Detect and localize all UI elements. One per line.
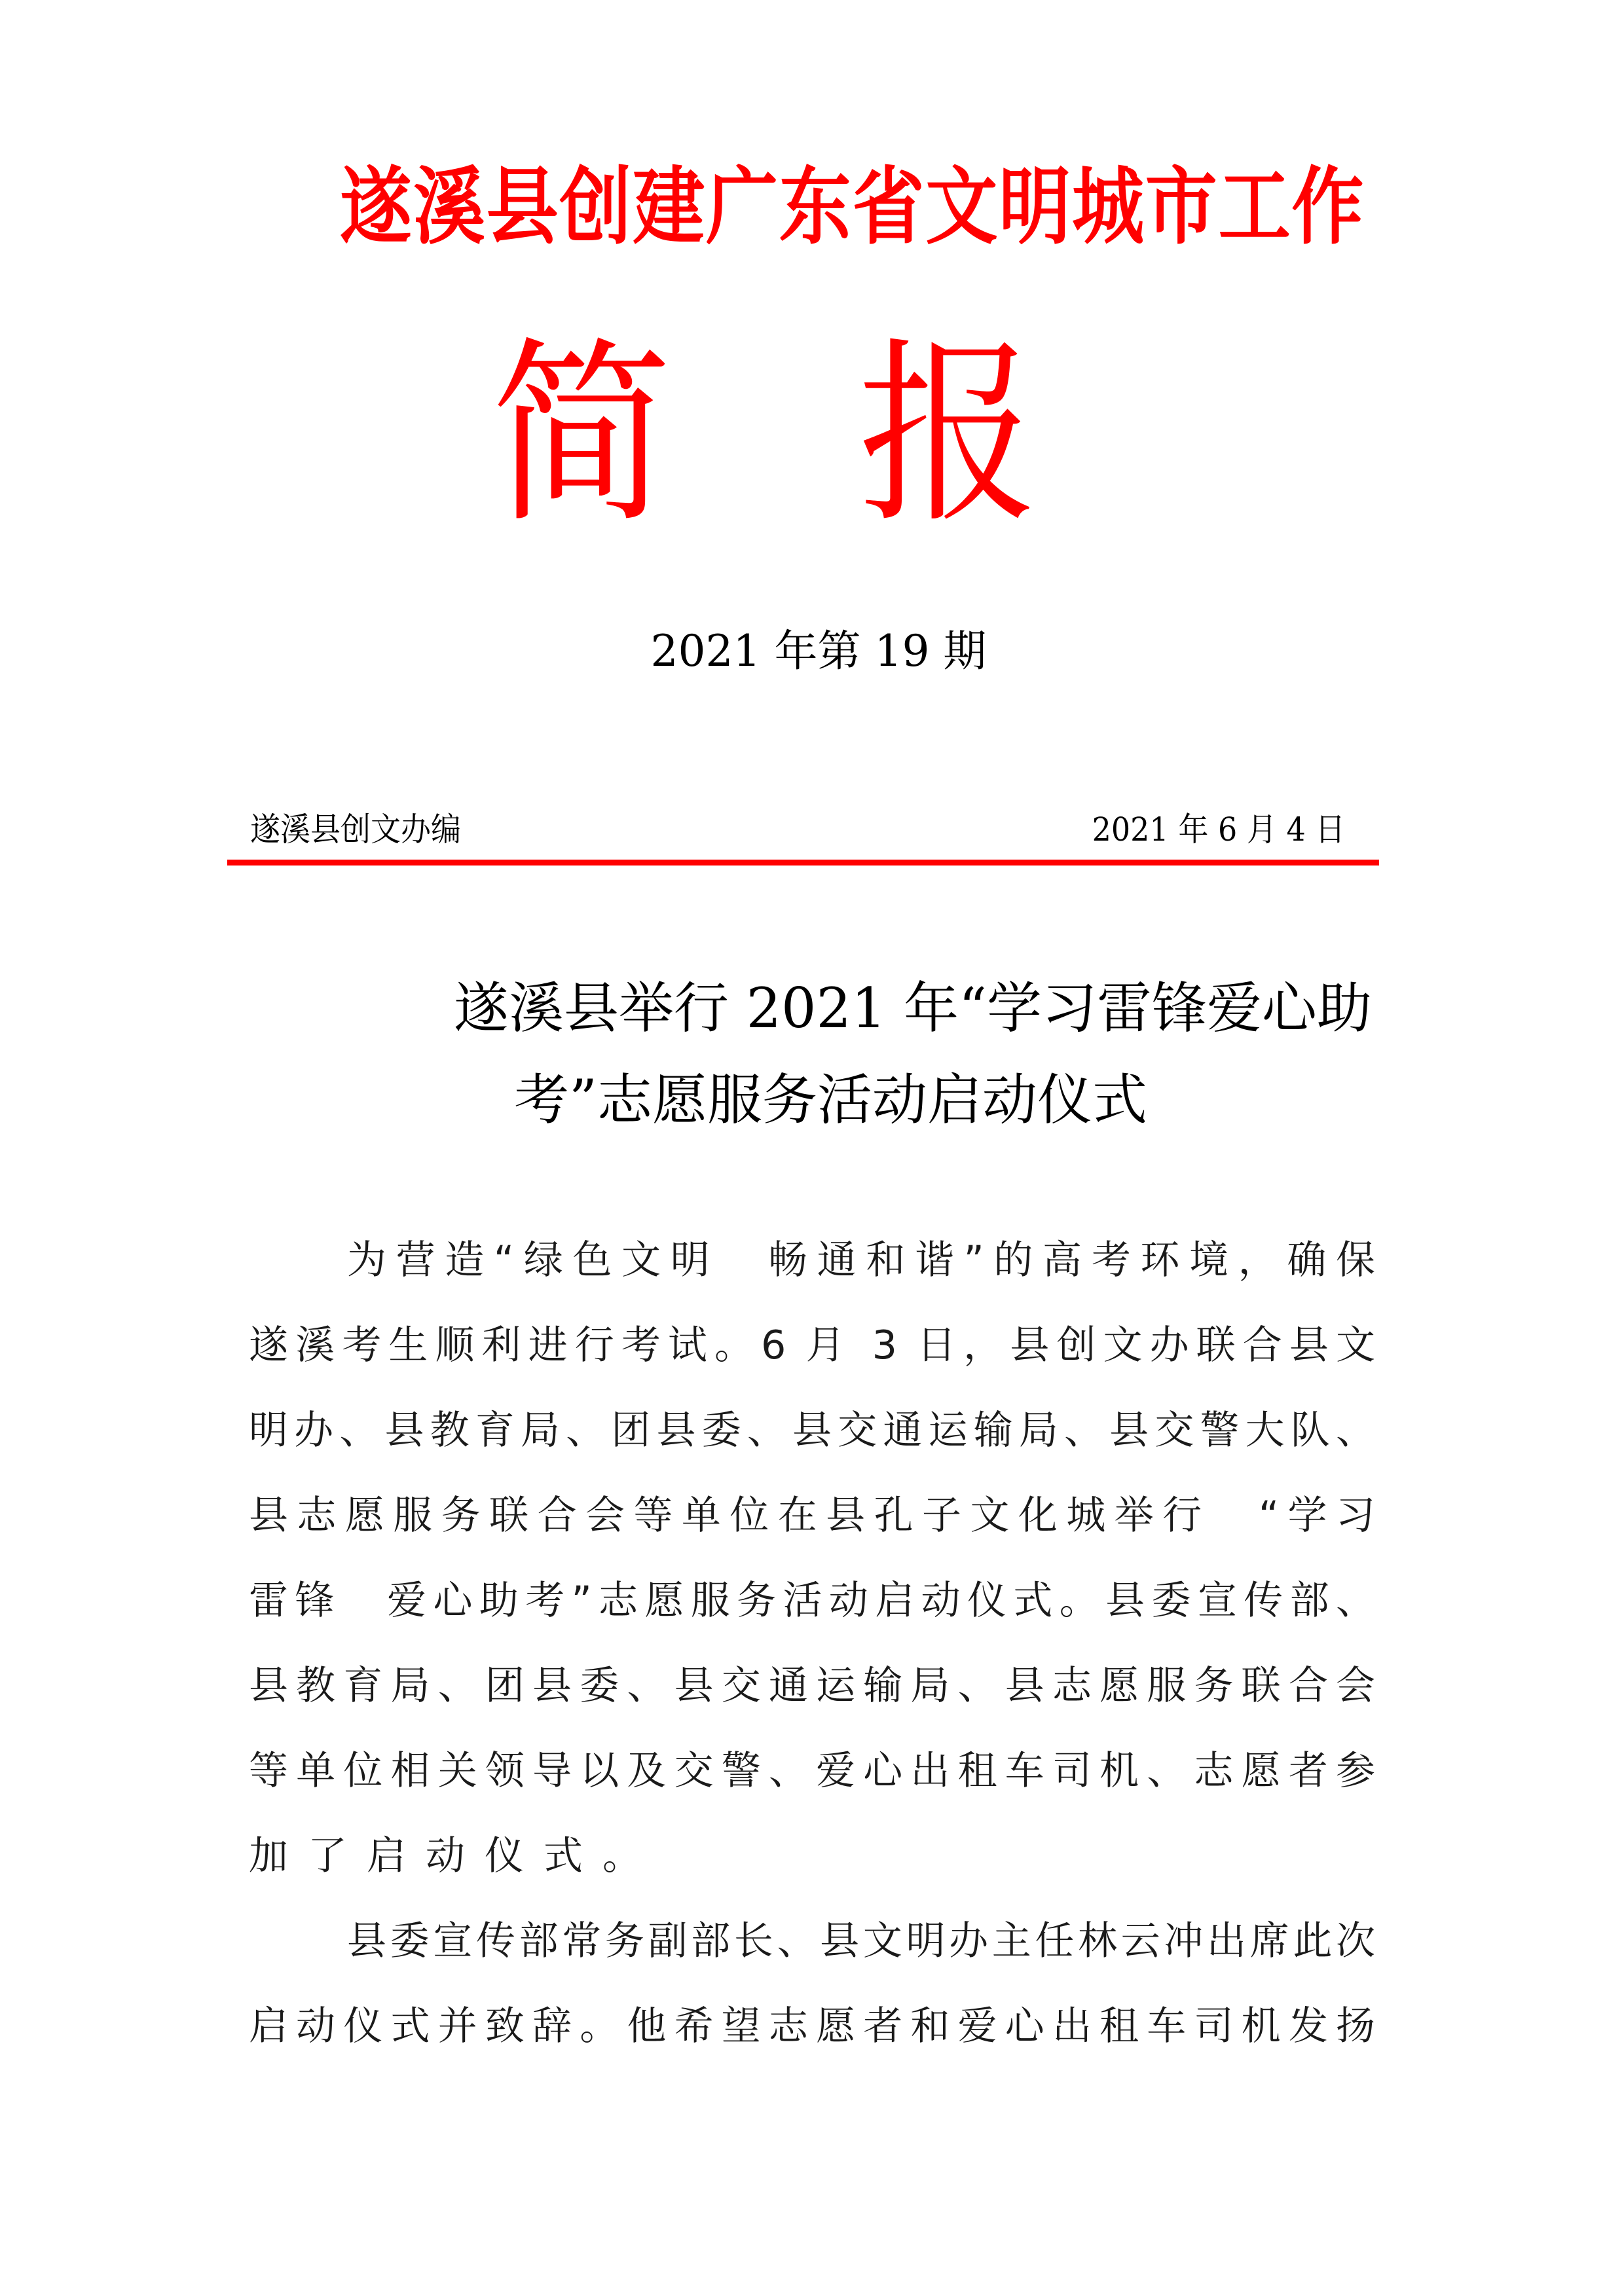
body-line: 县志愿服务联合会等单位在县孔子文化城举行 “学习 — [249, 1493, 1375, 1539]
editor-label: 遂溪县创文办编 — [250, 811, 461, 848]
masthead-org-title: 遂溪县创建广东省文明城市工作 — [340, 158, 1365, 256]
body-line: 加了启动仪式。 — [249, 1833, 661, 1879]
paragraph-1 — [249, 1218, 1375, 1899]
body-line: 启动仪式并致辞。他希望志愿者和爱心出租车司机发扬 — [249, 2003, 1375, 2049]
article-title-line-2: 考”志愿服务活动启动仪式 — [514, 1068, 1147, 1132]
article-title-line-1: 遂溪县举行 2021 年“学习雷锋爱心助 — [453, 976, 1372, 1040]
red-divider-rule — [227, 860, 1379, 866]
body-line: 雷锋 爱心助考”志愿服务活动启动仪式。县委宣传部、 — [249, 1578, 1375, 1624]
masthead-title-char-2: 报 — [858, 321, 1039, 549]
body-line: 明办、县教育局、团县委、县交通运输局、县交警大队、 — [249, 1408, 1375, 1453]
article-body — [249, 1218, 1375, 2069]
body-line: 县委宣传部常务副部长、县文明办主任林云冲出席此次 — [347, 1918, 1375, 1964]
publication-date: 2021 年 6 月 4 日 — [1092, 811, 1345, 848]
masthead-bulletin-title — [458, 321, 1179, 549]
body-line: 遂溪考生顺利进行考试。6 月 3 日，县创文办联合县文 — [249, 1322, 1375, 1368]
publication-header-row — [227, 807, 1379, 852]
issue-number: 2021 年第 19 期 — [650, 626, 987, 676]
paragraph-2 — [249, 1899, 1375, 2069]
masthead-title-char-1: 简 — [491, 321, 672, 549]
body-line: 县教育局、团县委、县交通运输局、县志愿服务联合会 — [249, 1663, 1375, 1709]
article-title — [367, 962, 1388, 1146]
body-line: 等单位相关领导以及交警、爱心出租车司机、志愿者参 — [249, 1748, 1375, 1794]
body-line: 为营造“绿色文明 畅通和谐”的高考环境，确保 — [347, 1237, 1375, 1283]
